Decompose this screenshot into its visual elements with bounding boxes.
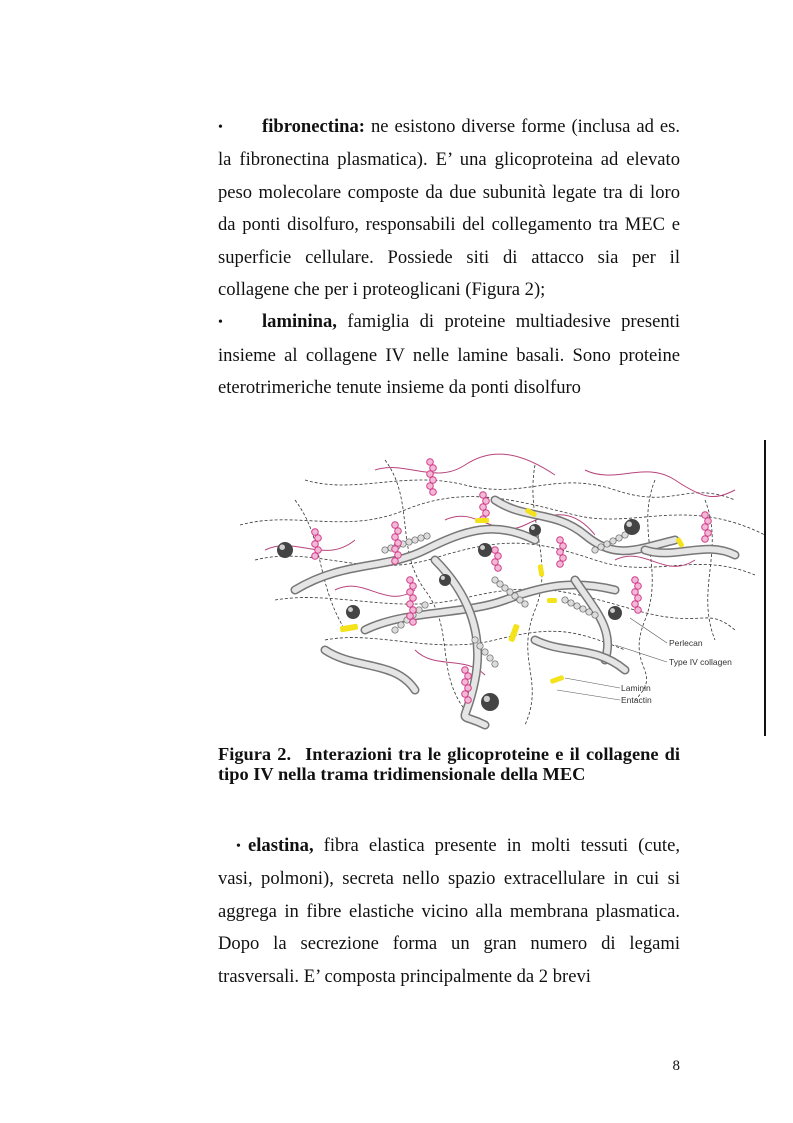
entactin-bar-1: [475, 518, 489, 523]
perlecan-sphere-5: [481, 693, 499, 711]
figure-mec-diagram: [235, 440, 768, 738]
entactin-leader-line: [557, 690, 620, 700]
laminin-bead-1-6: [392, 558, 399, 565]
perlecan-highlight-7: [531, 526, 535, 530]
perlecan-highlight-2: [480, 545, 485, 550]
collagen-bead-5-0: [472, 637, 478, 643]
collagen-bead-2-1: [568, 600, 574, 606]
collagen-bead-3-5: [392, 627, 398, 633]
bullet-icon: •: [218, 120, 223, 135]
entactin-bar-4: [537, 564, 544, 577]
list-item-laminina: [218, 306, 680, 404]
perlecan-sphere-7: [529, 524, 541, 536]
network-fiber-2: [275, 589, 735, 630]
entactin-bar-6: [547, 598, 557, 603]
collagen-bead-4-1: [598, 544, 604, 550]
laminin-bead-9-3: [495, 565, 502, 572]
laminin-bead-5-4: [557, 561, 564, 568]
network-fiber-8: [295, 500, 345, 630]
collagen-bead-5-3: [487, 655, 493, 661]
collagen-bead-0-7: [424, 533, 430, 539]
laminin-fiber-0: [375, 454, 555, 475]
perlecan-sphere-0: [277, 542, 293, 558]
figure-caption: [218, 744, 680, 784]
list-item-fibronectina: [218, 111, 680, 306]
network-fiber-3: [305, 480, 735, 500]
collagen-bead-0-5: [412, 537, 418, 543]
perlecan-highlight-1: [348, 607, 353, 612]
bullet-icon: •: [218, 315, 223, 331]
laminin-bead-3-7: [410, 619, 417, 626]
collagen-bead-0-4: [406, 539, 412, 545]
collagen-bead-2-4: [586, 609, 592, 615]
perlecan-sphere-4: [608, 606, 622, 620]
label-perlecan: Perlecan: [669, 638, 703, 648]
label-entactin: Entactin: [621, 695, 652, 705]
collagen-bead-5-4: [492, 661, 498, 667]
collagen-bead-4-3: [610, 538, 616, 544]
collagen-bead-4-2: [604, 541, 610, 547]
perlecan-highlight-4: [610, 608, 615, 613]
label-laminin: Laminin: [621, 683, 651, 693]
caption-text: Interazioni tra le glicoproteine e il collagene di tipo IV nella trama tridimensionale della MEC: [218, 744, 681, 784]
figure-labels: [557, 618, 732, 705]
laminin-bead-7-4: [702, 536, 709, 543]
collagen-bead-3-0: [422, 602, 428, 608]
term-fibronectina: fibronectina:: [262, 116, 365, 137]
entactin-bar-0: [340, 623, 359, 632]
laminin-bead-8-5: [465, 697, 472, 704]
collagen-bead-2-0: [562, 597, 568, 603]
bullet-icon: •: [236, 839, 241, 854]
mec-network: [240, 454, 765, 725]
item-text: famiglia di proteine multiadesive presenti insieme al collagene IV nelle lamine basali. Sono proteine eterotrimeriche tenute insieme da ponti disolfuro: [218, 311, 680, 399]
term-elastina: elastina,: [248, 835, 314, 856]
entactin-bar-3: [508, 624, 520, 643]
bullet-list-bottom: [218, 830, 680, 993]
label-type-iv-collagen: Type IV collagen: [669, 657, 732, 667]
perlecan-highlight-6: [441, 576, 445, 580]
laminin-leader-line: [565, 678, 620, 688]
perlecan-leader-line: [630, 618, 667, 643]
entactin-bar-7: [550, 675, 565, 684]
collagen-bead-2-3: [580, 606, 586, 612]
collagen-bead-4-0: [592, 547, 598, 553]
laminin-bead-6-5: [635, 607, 642, 614]
perlecan-highlight-3: [626, 521, 632, 527]
item-text: fibra elastica presente in molti tessuti (cute, vasi, polmoni), secreta nello spazio extracellulare in cui si aggrega in fibre elastiche vicino alla membrana plasmatica. Dopo la secrezione forma un gran numero di legami trasversali. E’ composta principalmente da 2 brevi: [218, 835, 680, 987]
laminin-fiber-4: [335, 586, 415, 596]
perlecan-sphere-2: [478, 543, 492, 557]
collagen-bead-0-0: [382, 547, 388, 553]
term-laminina: laminina,: [262, 311, 337, 333]
perlecan-highlight-0: [279, 544, 285, 550]
perlecan-sphere-1: [346, 605, 360, 619]
perlecan-sphere-3: [624, 519, 640, 535]
bullet-list-top: [218, 111, 680, 405]
item-text: ne esistono diverse forme (inclusa ad es. la fibronectina plasmatica). E’ una glicoproteina ad elevato peso molecolare composte da due subunità legate tra di loro da ponti disolfuro, responsabili del collegamento tra MEC e superficie cellulare. Possiede siti di attacco sia per il collagene che per i proteoglicani (Figura 2);: [218, 116, 680, 301]
collagen-bead-0-6: [418, 535, 424, 541]
laminin-bead-0-5: [430, 489, 437, 496]
laminin-bead-2-4: [312, 553, 319, 560]
laminin-fiber-3: [585, 470, 735, 497]
page-number: 8: [672, 1058, 680, 1074]
collagen-bead-3-4: [398, 622, 404, 628]
list-item-elastina: [218, 830, 680, 993]
collagen-bead-1-6: [522, 601, 528, 607]
collagen-bead-4-4: [616, 535, 622, 541]
collagen-bead-5-1: [477, 643, 483, 649]
collagen-bead-2-2: [574, 603, 580, 609]
laminin-fiber-5: [615, 556, 695, 566]
perlecan-highlight-5: [484, 696, 490, 702]
collagen-bead-2-5: [592, 612, 598, 618]
caption-label: Figura 2.: [218, 744, 292, 764]
perlecan-sphere-6: [439, 574, 451, 586]
collagen-bead-5-2: [482, 649, 488, 655]
